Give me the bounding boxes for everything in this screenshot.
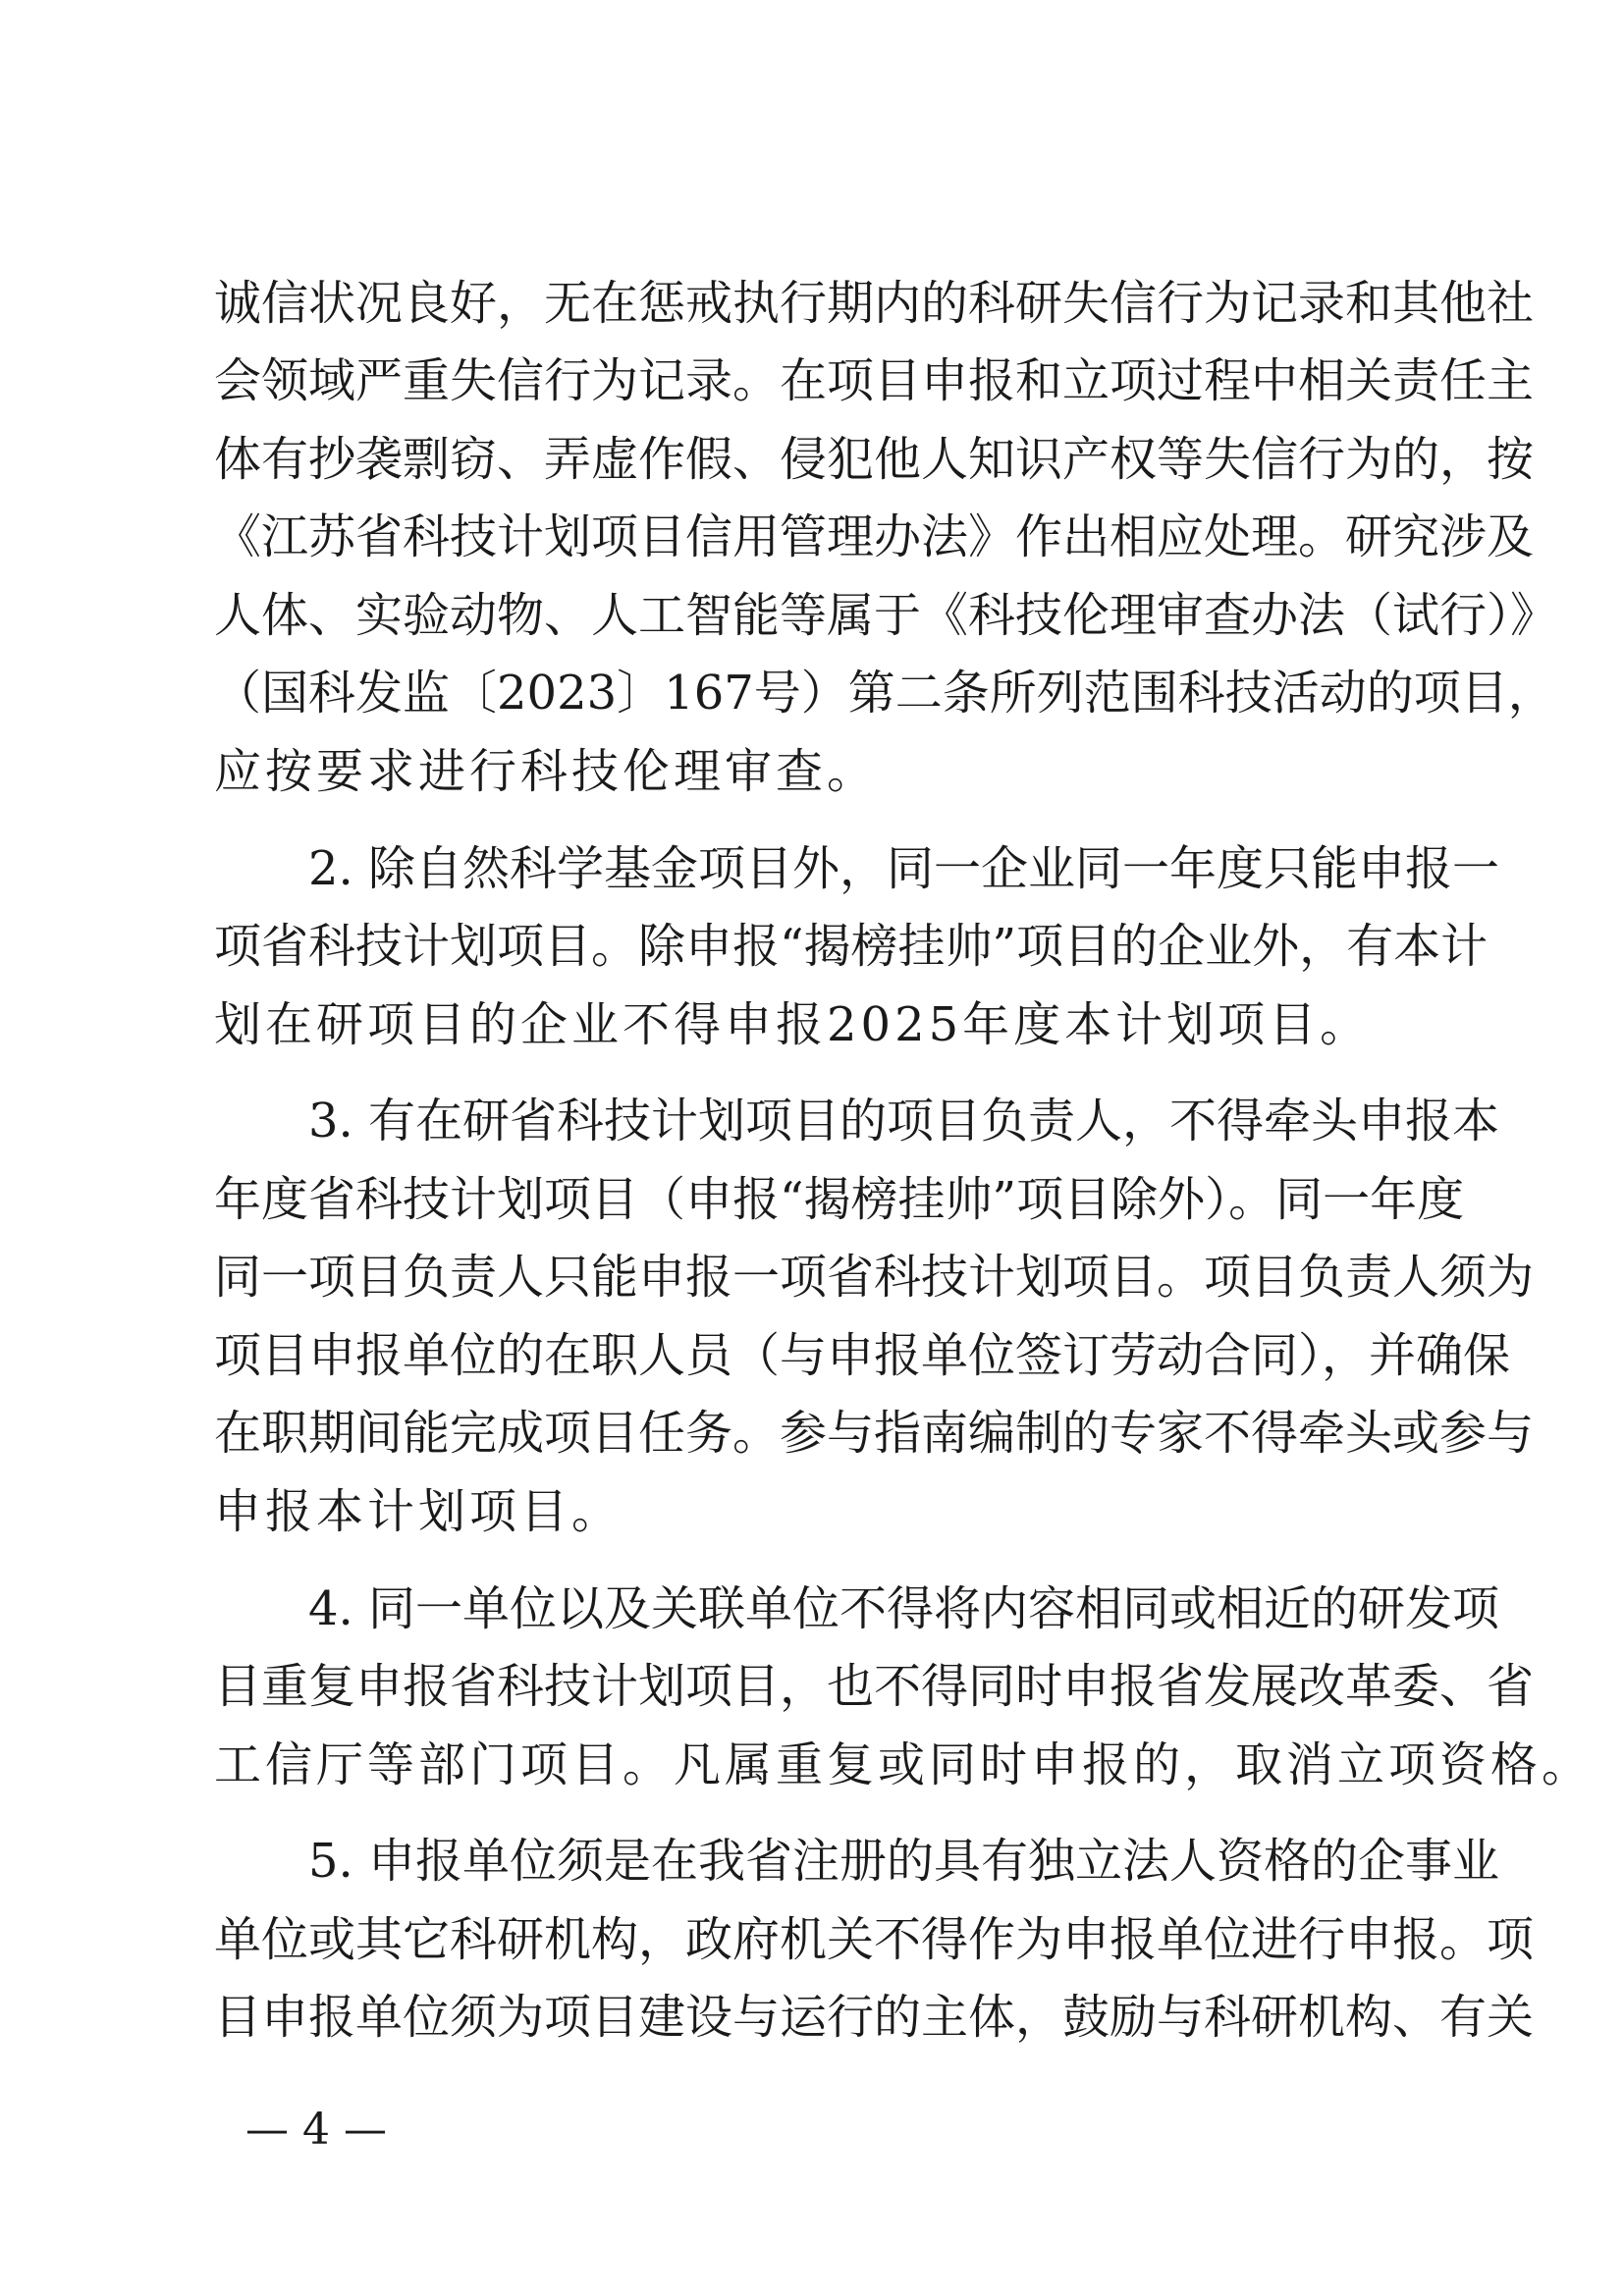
text-line: 年度省科技计划项目（申报“揭榜挂帅”项目除外）。同一年度: [214, 1172, 1465, 1227]
text-line: 工信厅等部门项目。凡属重复或同时申报的，取消立项资格。: [214, 1737, 1594, 1792]
text-line: 应按要求进行科技伦理审查。: [214, 744, 879, 799]
text-line: 2. 除自然科学基金项目外，同一企业同一年度只能申报一: [308, 841, 1500, 896]
text-line: 单位或其它科研机构，政府机关不得作为申报单位进行申报。项: [214, 1912, 1535, 1967]
text-line: 体有抄袭剽窃、弄虚作假、侵犯他人知识产权等失信行为的，按: [214, 432, 1535, 487]
text-line: 目申报单位须为项目建设与运行的主体，鼓励与科研机构、有关: [214, 1990, 1535, 2045]
text-line: 人体、实验动物、人工智能等属于《科技伦理审查办法（试行）》: [214, 588, 1558, 643]
text-line: 划在研项目的企业不得申报2025年度本计划项目。: [214, 997, 1372, 1052]
text-line: 3. 有在研省科技计划项目的项目负责人，不得牵头申报本: [308, 1094, 1500, 1148]
text-line: 诚信状况良好，无在惩戒执行期内的科研失信行为记录和其他社: [214, 276, 1535, 331]
page-number: — 4 —: [245, 2105, 387, 2155]
text-line: 目重复申报省科技计划项目，也不得同时申报省发展改革委、省: [214, 1659, 1535, 1714]
text-line: 在职期间能完成项目任务。参与指南编制的专家不得牵头或参与: [214, 1406, 1535, 1461]
text-line: 同一项目负责人只能申报一项省科技计划项目。项目负责人须为: [214, 1250, 1535, 1305]
text-line: 项省科技计划项目。除申报“揭榜挂帅”项目的企业外，有本计: [214, 919, 1489, 974]
text-line: （国科发监〔2023〕167号）第二条所列范围科技活动的项目，: [214, 666, 1555, 721]
text-line: 项目申报单位的在职人员（与申报单位签订劳动合同），并确保: [214, 1328, 1511, 1383]
text-line: 会领域严重失信行为记录。在项目申报和立项过程中相关责任主: [214, 353, 1535, 408]
text-line: 4. 同一单位以及关联单位不得将内容相同或相近的研发项: [308, 1581, 1500, 1636]
text-line: 申报本计划项目。: [214, 1484, 623, 1539]
text-line: 5. 申报单位须是在我省注册的具有独立法人资格的企事业: [308, 1834, 1500, 1889]
text-line: 《江苏省科技计划项目信用管理办法》作出相应处理。研究涉及: [214, 509, 1535, 564]
